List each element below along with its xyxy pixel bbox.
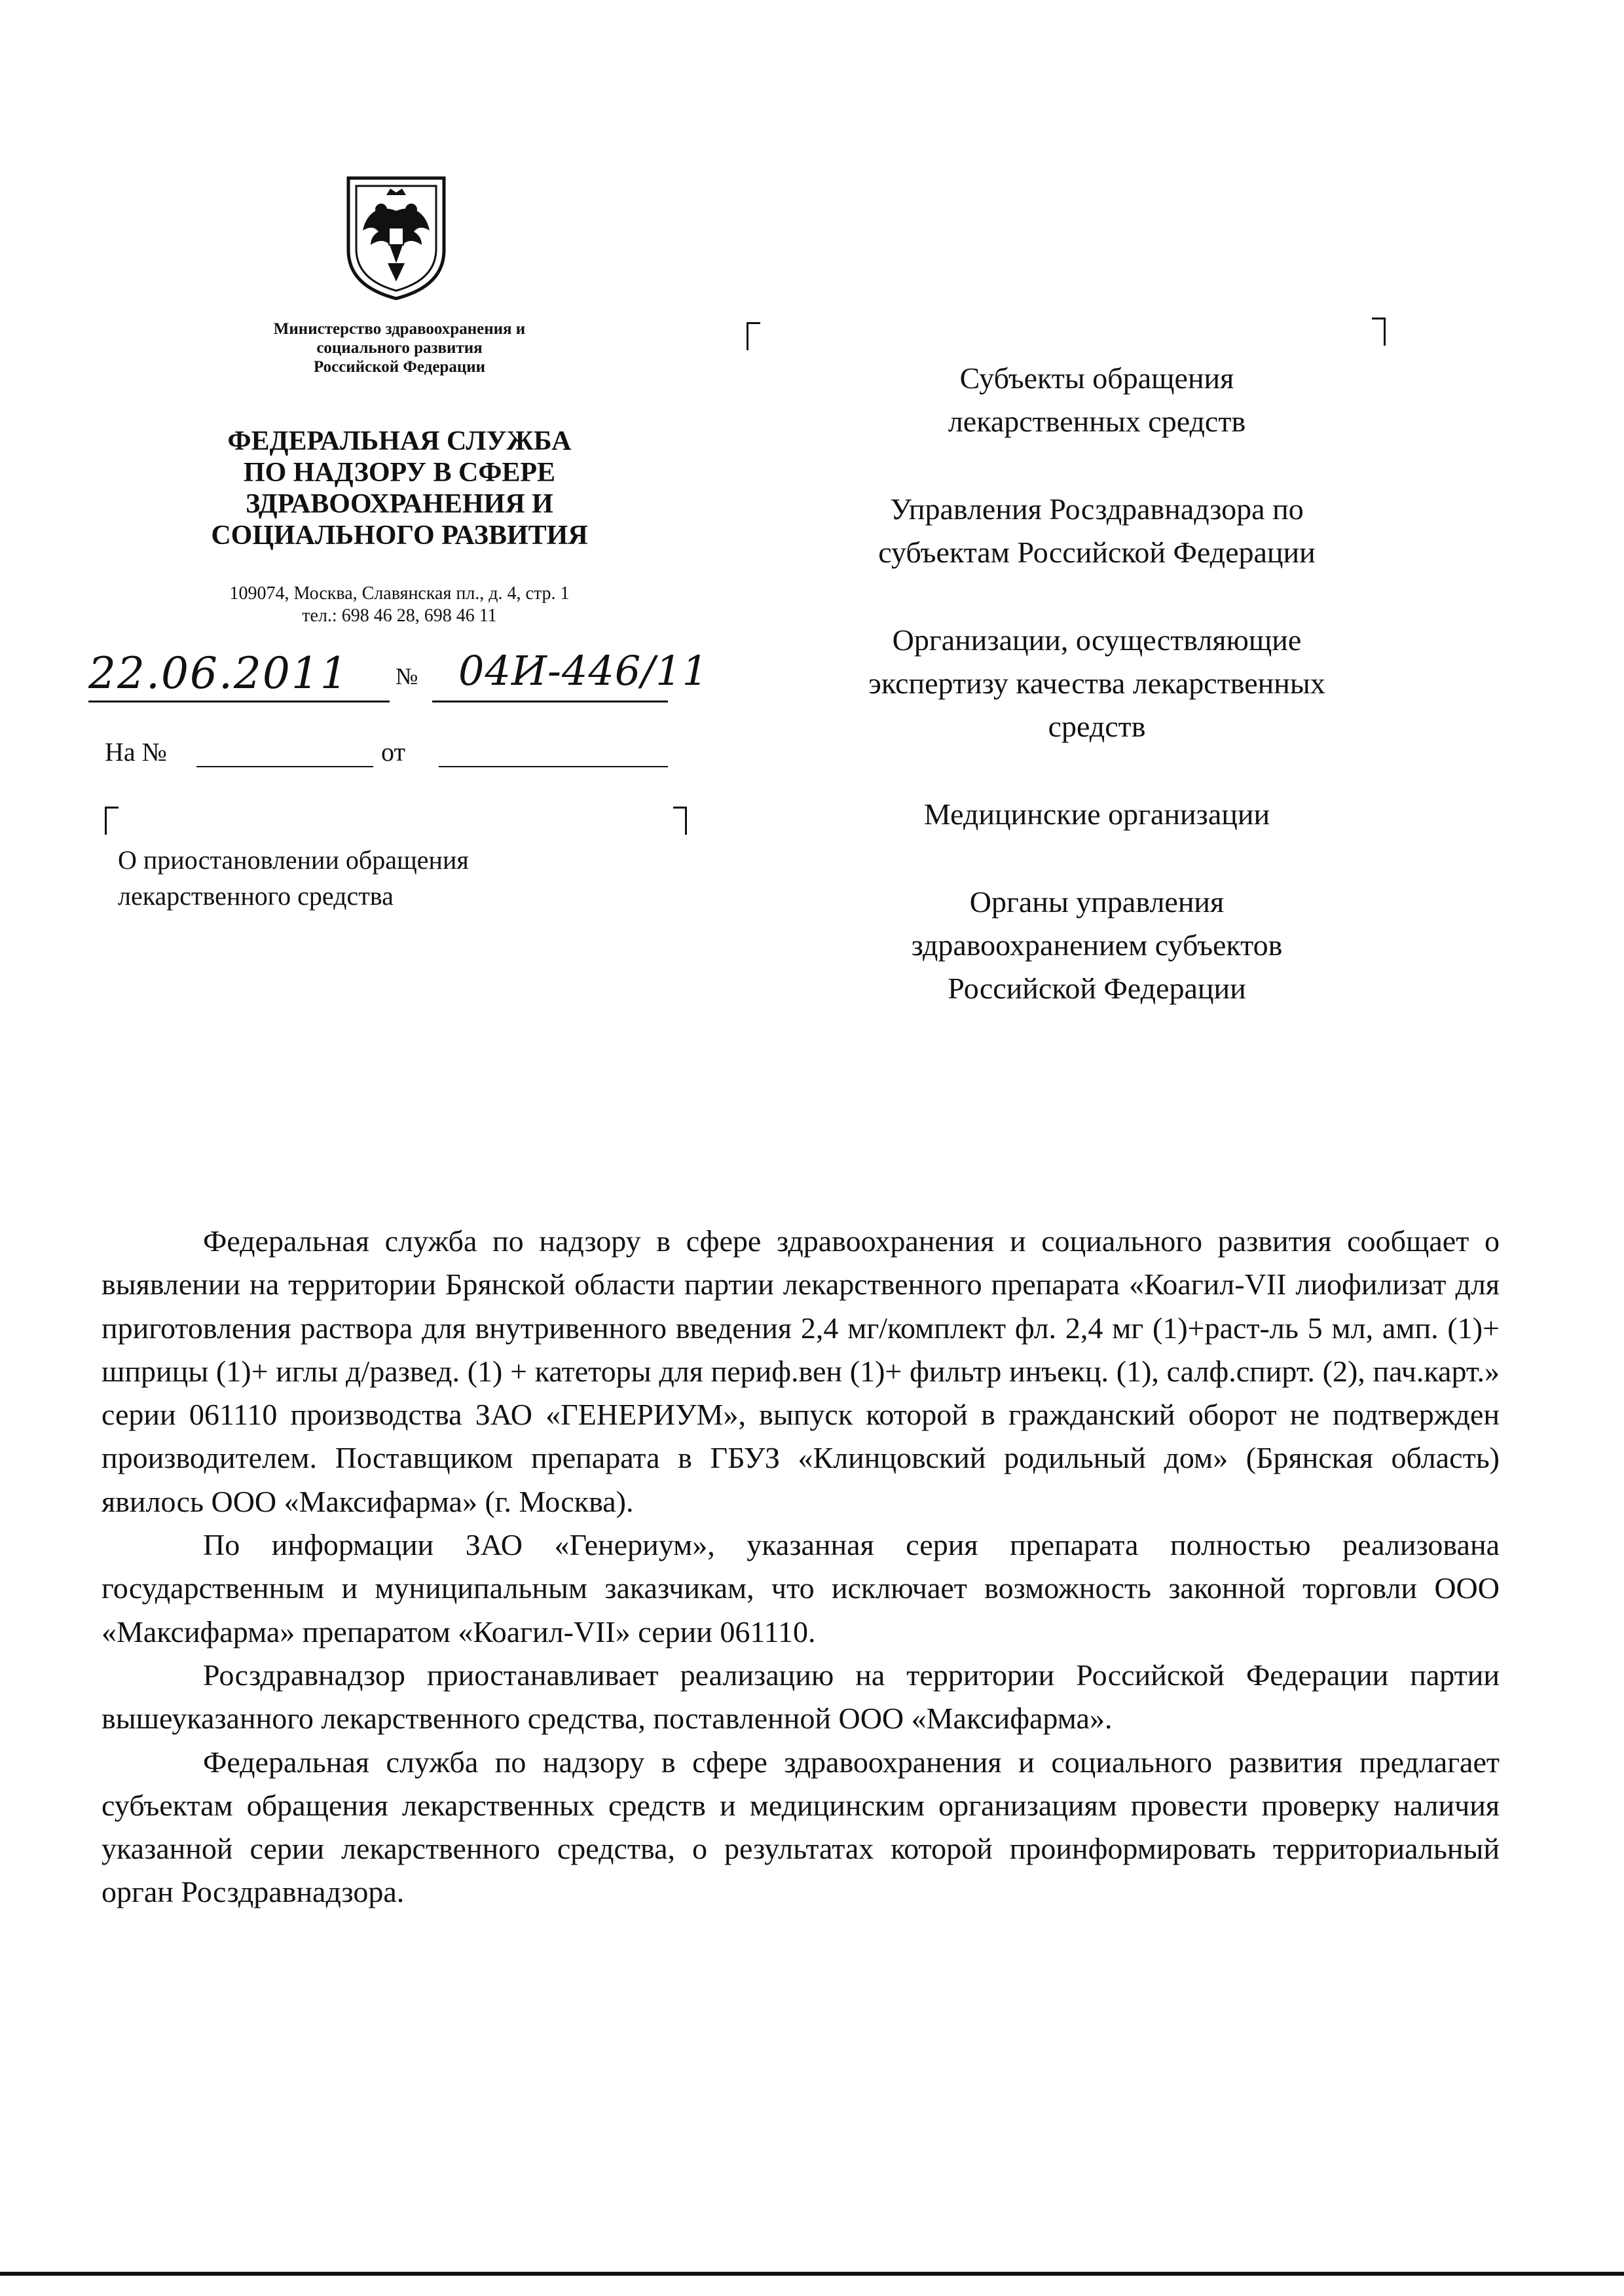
recipient-line: Организации, осуществляющие bbox=[892, 623, 1302, 657]
state-emblem-icon bbox=[341, 172, 452, 302]
phone-line: тел.: 698 46 28, 698 46 11 bbox=[302, 606, 497, 626]
agency-address bbox=[151, 583, 648, 627]
subject-line: лекарственного средства bbox=[118, 881, 394, 911]
recipient-line: средств bbox=[1048, 710, 1146, 743]
letter-body bbox=[101, 1220, 1500, 1914]
recipient-line: Органы управления bbox=[969, 885, 1225, 919]
letter-subject bbox=[118, 842, 629, 914]
reference-from-label: от bbox=[381, 737, 405, 767]
reference-number-label: На № bbox=[105, 737, 167, 767]
ministry-name bbox=[196, 319, 602, 376]
recipient-line: здравоохранением субъектов bbox=[911, 928, 1283, 962]
body-paragraph: Федеральная служба по надзору в сфере здравоохранения и социального развития предлагает субъектам обращения лекарственных средств и медицинским организациям провести проверку наличия указанной серии лекарственного средства, о результатах которой проинформировать территориальный орган Росздравнадзора. bbox=[101, 1745, 1500, 1909]
recipient bbox=[760, 793, 1434, 836]
number-sign: № bbox=[396, 663, 418, 689]
number-underline bbox=[432, 701, 668, 702]
body-paragraph: По информации ЗАО «Генериум», указанная серия препарата полностью реализована государственным и муниципальным заказчикам, что исключает возможность законной торговли ООО «Максифарма» препаратом «Коагил-VII» серии 061110. bbox=[101, 1528, 1500, 1649]
subject-bracket-left bbox=[105, 807, 119, 835]
recipient-line: Субъекты обращения bbox=[959, 361, 1234, 395]
recipient bbox=[760, 881, 1434, 1010]
recipients-bracket-right bbox=[1372, 318, 1386, 346]
body-paragraph: Федеральная служба по надзору в сфере здравоохранения и социального развития сообщает о выявлении на территории Брянской области партии лекарственного препарата «Коагил-VII лиофилизат для приготовления раствора для внутривенного введения 2,4 мг/комплект фл. 2,4 мг (1)+раст-ль 5 мл, амп. (1)+ шприцы (1)+ иглы д/развед. (1) + катеторы для периф.вен (1)+ фильтр инъекц. (1), салф.спирт. (2), пач.карт.» серии 061110 производства ЗАО «ГЕНЕРИУМ», выпуск которой в гражданский оборот не подтвержден производителем. Поставщиком препарата в ГБУЗ «Клинцовский родильный дом» (Брянская область) явилось ООО «Максифарма» (г. Москва). bbox=[101, 1224, 1500, 1518]
agency-name bbox=[157, 426, 642, 551]
recipient-line: Медицинские организации bbox=[923, 797, 1270, 831]
agency-line: ФЕДЕРАЛЬНАЯ СЛУЖБА bbox=[227, 426, 572, 456]
agency-line: ЗДРАВООХРАНЕНИЯ И bbox=[246, 489, 553, 519]
date-underline bbox=[88, 701, 390, 702]
page-bottom-rule bbox=[0, 2272, 1624, 2276]
recipient-line: Российской Федерации bbox=[948, 972, 1246, 1005]
recipient bbox=[760, 619, 1434, 748]
subject-bracket-right bbox=[673, 807, 687, 835]
document-date: 22.06.2011 bbox=[88, 648, 349, 699]
recipient-line: субъектам Российской Федерации bbox=[878, 536, 1316, 569]
body-paragraph: Росздравнадзор приостанавливает реализацию на территории Российской Федерации партии вышеуказанного лекарственного средства, поставленной ООО «Максифарма». bbox=[101, 1658, 1500, 1736]
recipient-line: экспертизу качества лекарственных bbox=[868, 666, 1325, 700]
reference-date-blank bbox=[439, 766, 668, 767]
subject-line: О приостановлении обращения bbox=[118, 845, 469, 875]
address-line: 109074, Москва, Славянская пл., д. 4, стр. 1 bbox=[229, 583, 570, 604]
document-number: 04И-446/11 bbox=[458, 647, 709, 695]
reference-number-blank bbox=[196, 766, 373, 767]
agency-line: СОЦИАЛЬНОГО РАЗВИТИЯ bbox=[211, 520, 588, 551]
ministry-line: социального развития bbox=[316, 339, 483, 357]
agency-line: ПО НАДЗОРУ В СФЕРЕ bbox=[243, 458, 556, 488]
ministry-line: Российской Федерации bbox=[313, 358, 486, 376]
recipient bbox=[760, 357, 1434, 443]
recipients-block bbox=[760, 357, 1434, 1055]
recipient-line: лекарственных средств bbox=[948, 405, 1246, 438]
recipients-bracket-left bbox=[747, 322, 760, 350]
recipient bbox=[760, 488, 1434, 574]
ministry-line: Министерство здравоохранения и bbox=[273, 320, 526, 338]
recipient-line: Управления Росздравнадзора по bbox=[890, 492, 1304, 526]
